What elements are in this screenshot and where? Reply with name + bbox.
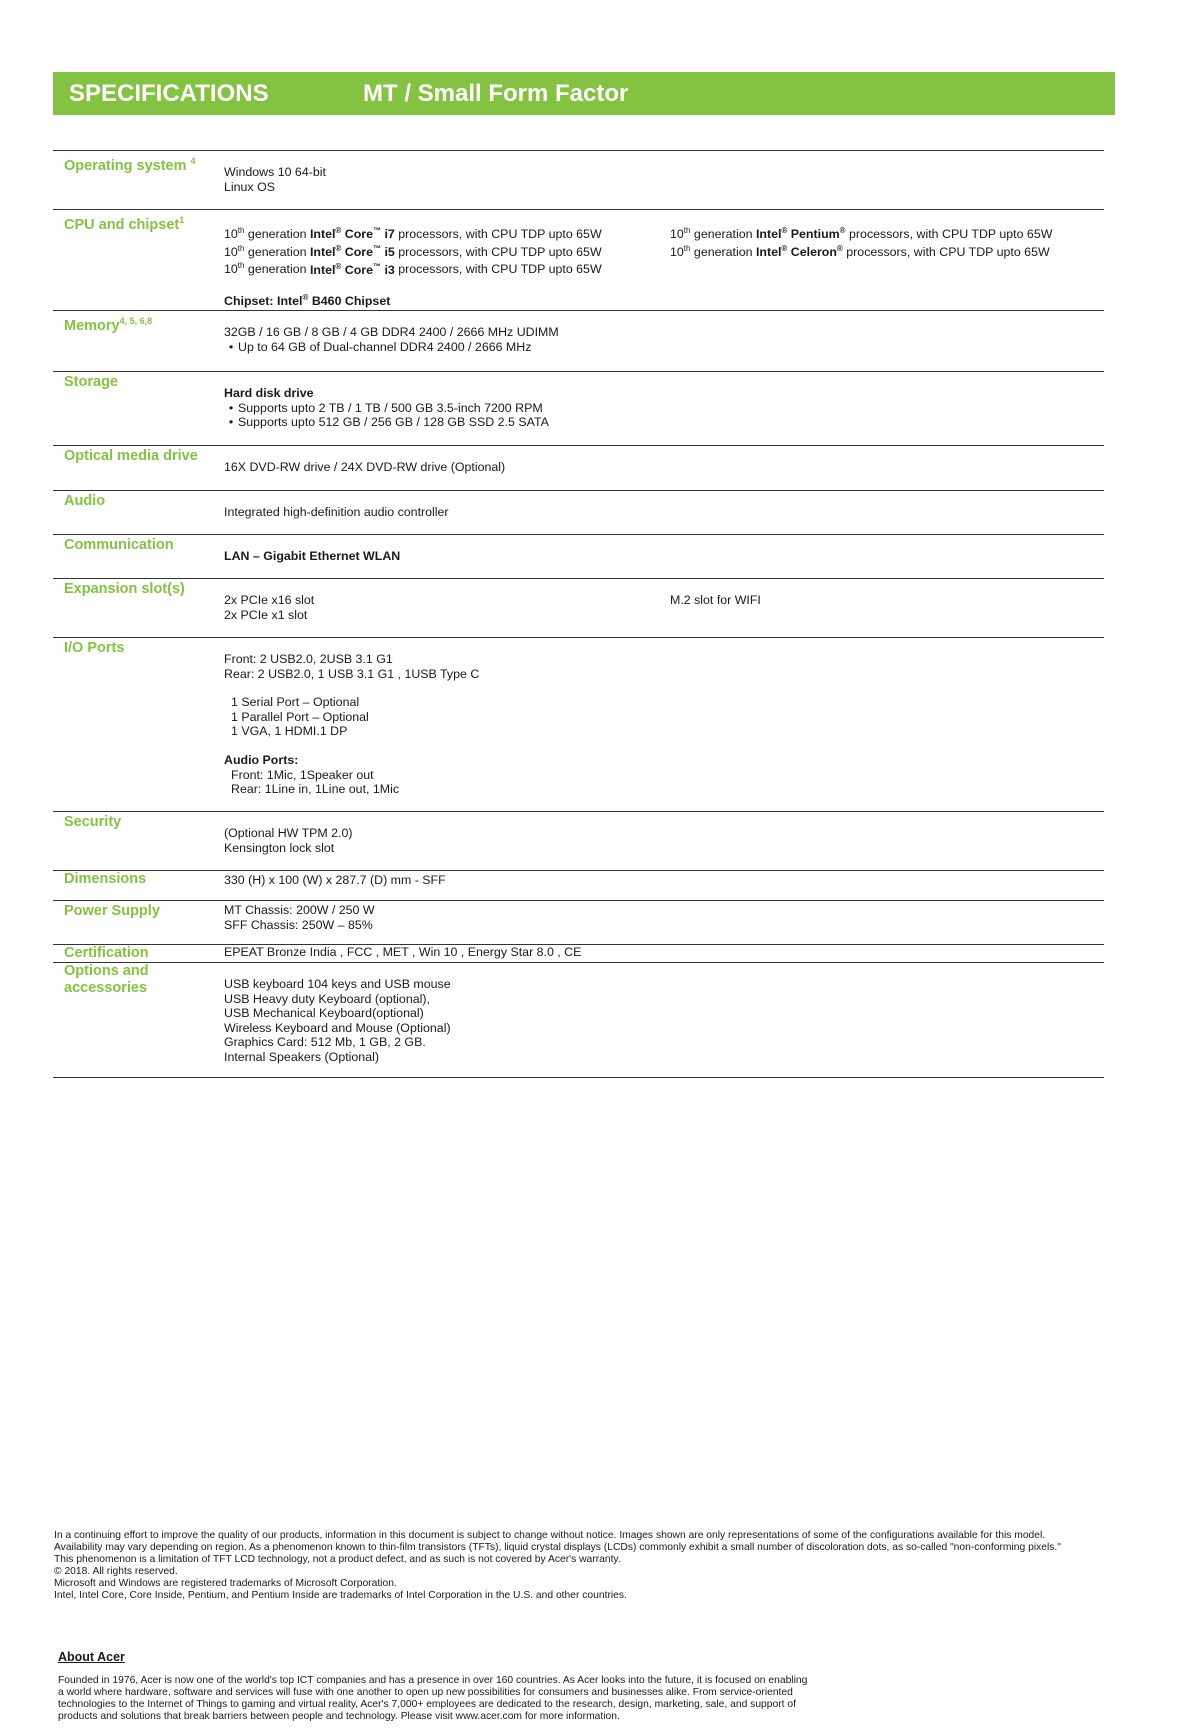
os-line: Windows 10 64-bit [224, 165, 326, 179]
dimensions-line: 330 (H) x 100 (W) x 287.7 (D) mm - SFF [224, 873, 446, 887]
disclaimer-line: © 2018. All rights reserved. [54, 1566, 178, 1578]
storage-heading: Hard disk drive [224, 386, 314, 400]
spec-value [224, 325, 559, 354]
options-line: Wireless Keyboard and Mouse (Optional) [224, 1020, 451, 1035]
certification-line: EPEAT Bronze India , FCC , MET , Win 10 , Energy Star 8.0 , CE [224, 945, 582, 959]
power-line: MT Chassis: 200W / 250 W [224, 903, 375, 917]
storage-bullet: • Supports upto 512 GB / 256 GB / 128 GB SSD 2.5 SATA [224, 415, 549, 430]
spec-value [224, 593, 314, 622]
options-line: Internal Speakers (Optional) [224, 1049, 379, 1064]
spec-label: I/O Ports [64, 640, 125, 656]
spec-label: Options and accessories [64, 963, 149, 996]
spec-value [224, 165, 326, 194]
spec-row-optical [53, 445, 1104, 490]
spec-row-operating-system [53, 150, 1104, 209]
options-line: USB Mechanical Keyboard(optional) [224, 1006, 424, 1021]
options-line: USB keyboard 104 keys and USB mouse [224, 977, 451, 991]
io-front: Front: 2 USB2.0, 2USB 3.1 G1 [224, 652, 393, 666]
memory-line: 32GB / 16 GB / 8 GB / 4 GB DDR4 2400 / 2666 MHz UDIMM [224, 325, 559, 339]
spec-label: Expansion slot(s) [64, 581, 185, 597]
spec-value-right [670, 224, 1052, 259]
os-line: Linux OS [224, 179, 275, 194]
cpu-line-celeron: 10th generation Intel® Celeron® processors, with CPU TDP upto 65W [670, 243, 1050, 259]
expansion-line: 2x PCIe x16 slot [224, 593, 315, 607]
spec-row-dimensions [53, 870, 1104, 900]
options-line: Graphics Card: 512 Mb, 1 GB, 2 GB. [224, 1035, 426, 1050]
about-line: Founded in 1976, Acer is now one of the world's top ICT companies and has a presence in over 160 countries. As Acer looks into the future, it is focused on enabling [58, 1675, 808, 1686]
expansion-line: 2x PCIe x1 slot [224, 607, 308, 622]
spec-value [224, 873, 446, 888]
chipset-line: Chipset: Intel® B460 Chipset [224, 293, 391, 309]
spec-value-right [670, 593, 761, 608]
spec-label: Dimensions [64, 871, 147, 887]
spec-row-power-supply [53, 900, 1104, 944]
optical-line: 16X DVD-RW drive / 24X DVD-RW drive (Optional) [224, 460, 506, 474]
power-line: SFF Chassis: 250W – 85% [224, 917, 373, 932]
audio-line: Integrated high-definition audio controller [224, 505, 449, 519]
spec-label: Audio [64, 493, 106, 509]
about-acer-title: About Acer [58, 1650, 125, 1664]
disclaimer-line: Availability may vary depending on region. As a phenomenon known to thin-film transistors (TFTs), liquid crystal displays (LCDs) commonly exhibit a small number of discoloration dots, as so-called "non-conforming pixels." [54, 1542, 1061, 1554]
io-rear: Rear: 2 USB2.0, 1 USB 3.1 G1 , 1USB Type C [224, 666, 480, 681]
disclaimer-notes [54, 1530, 1114, 1603]
disclaimer-line: Intel, Intel Core, Core Inside, Pentium, and Pentium Inside are trademarks of Intel Corporation in the U.S. and other countries. [54, 1590, 627, 1602]
spec-value [224, 549, 400, 564]
expansion-right-line: M.2 slot for WIFI [670, 593, 761, 607]
spec-row-audio [53, 490, 1104, 534]
io-extra: 1 Parallel Port – Optional [231, 709, 369, 724]
spec-row-cpu [53, 209, 1104, 310]
security-line: (Optional HW TPM 2.0) [224, 826, 353, 840]
spec-label: CPU and chipset$^1$ [64, 215, 185, 233]
disclaimer-line: In a continuing effort to improve the quality of our products, information in this document is subject to change without notice. Images shown are only representations of some of the configurations available for this model. [54, 1530, 1046, 1541]
cpu-line-pentium: 10th generation Intel® Pentium® processors, with CPU TDP upto 65W [670, 226, 1053, 242]
options-line: USB Heavy duty Keyboard (optional), [224, 991, 430, 1006]
spec-value [224, 224, 602, 309]
storage-bullet: • Supports upto 2 TB / 1 TB / 500 GB 3.5-inch 7200 RPM [224, 401, 549, 416]
spec-label: Power Supply [64, 903, 160, 919]
io-extra: 1 VGA, 1 HDMI.1 DP [231, 724, 348, 739]
spec-label: Operating system $^4$ [64, 156, 196, 174]
spec-value [224, 945, 581, 960]
security-line: Kensington lock slot [224, 840, 335, 855]
memory-bullet: • Up to 64 GB of Dual-channel DDR4 2400 / 2666 MHz [224, 340, 559, 355]
spec-row-options [53, 962, 1104, 1078]
spec-row-expansion [53, 578, 1104, 637]
cpu-line-i3: 10th generation Intel® Core™ i3 processors, with CPU TDP upto 65W [224, 261, 602, 277]
about-line: products and solutions that break barriers between people and technology. Please visit www.acer.com for more information. [58, 1711, 620, 1723]
communication-line: LAN – Gigabit Ethernet WLAN [224, 549, 401, 563]
spec-label: Certification [64, 945, 149, 961]
cpu-line-i5: 10th generation Intel® Core™ i5 processors, with CPU TDP upto 65W [224, 243, 602, 259]
io-extra: 1 Serial Port – Optional [231, 695, 360, 710]
spec-table [53, 150, 1104, 1078]
spec-row-security [53, 811, 1104, 870]
io-audio-heading: Audio Ports: [224, 752, 299, 767]
about-line: a world where hardware, software and services will fuse with one another to open up new possibilities for consumers and businesses alike. From service-oriented [58, 1687, 793, 1699]
cpu-line-i7: 10th generation Intel® Core™ i7 processors, with CPU TDP upto 65W [224, 226, 602, 242]
disclaimer-line: This phenomenon is a limitation of TFT LCD technology, not a product defect, and as such is not covered by Acer's warranty. [54, 1554, 621, 1566]
spec-row-communication [53, 534, 1104, 578]
spec-value [224, 903, 375, 932]
spec-value [224, 826, 353, 855]
spec-label: Memory$^{4, 5, 6,8}$ [64, 316, 153, 334]
about-acer-text [58, 1675, 858, 1723]
spec-value [224, 652, 479, 797]
spec-label: Storage [64, 374, 118, 390]
spec-value [224, 977, 451, 1065]
io-audio-line: Front: 1Mic, 1Speaker out [231, 767, 374, 782]
disclaimer-line: Microsoft and Windows are registered trademarks of Microsoft Corporation. [54, 1578, 397, 1590]
spec-row-io-ports [53, 637, 1104, 811]
spec-value [224, 505, 449, 520]
io-audio-line: Rear: 1Line in, 1Line out, 1Mic [231, 782, 400, 797]
spec-label: Security [64, 814, 122, 830]
spec-value [224, 386, 549, 430]
about-line: technologies to the Internet of Things to gaming and virtual reality, Acer's 7,000+ employees are dedicated to the research, design, marketing, sale, and support of [58, 1699, 796, 1711]
banner-subtitle: MT / Small Form Factor [363, 80, 629, 107]
specifications-banner [53, 72, 1115, 115]
spec-row-memory [53, 310, 1104, 371]
spec-label: Optical media drive [64, 448, 198, 464]
spec-label: Communication [64, 537, 174, 553]
spec-row-certification [53, 944, 1104, 962]
banner-title: SPECIFICATIONS [69, 80, 269, 107]
spec-row-storage [53, 371, 1104, 445]
spec-value [224, 460, 505, 475]
